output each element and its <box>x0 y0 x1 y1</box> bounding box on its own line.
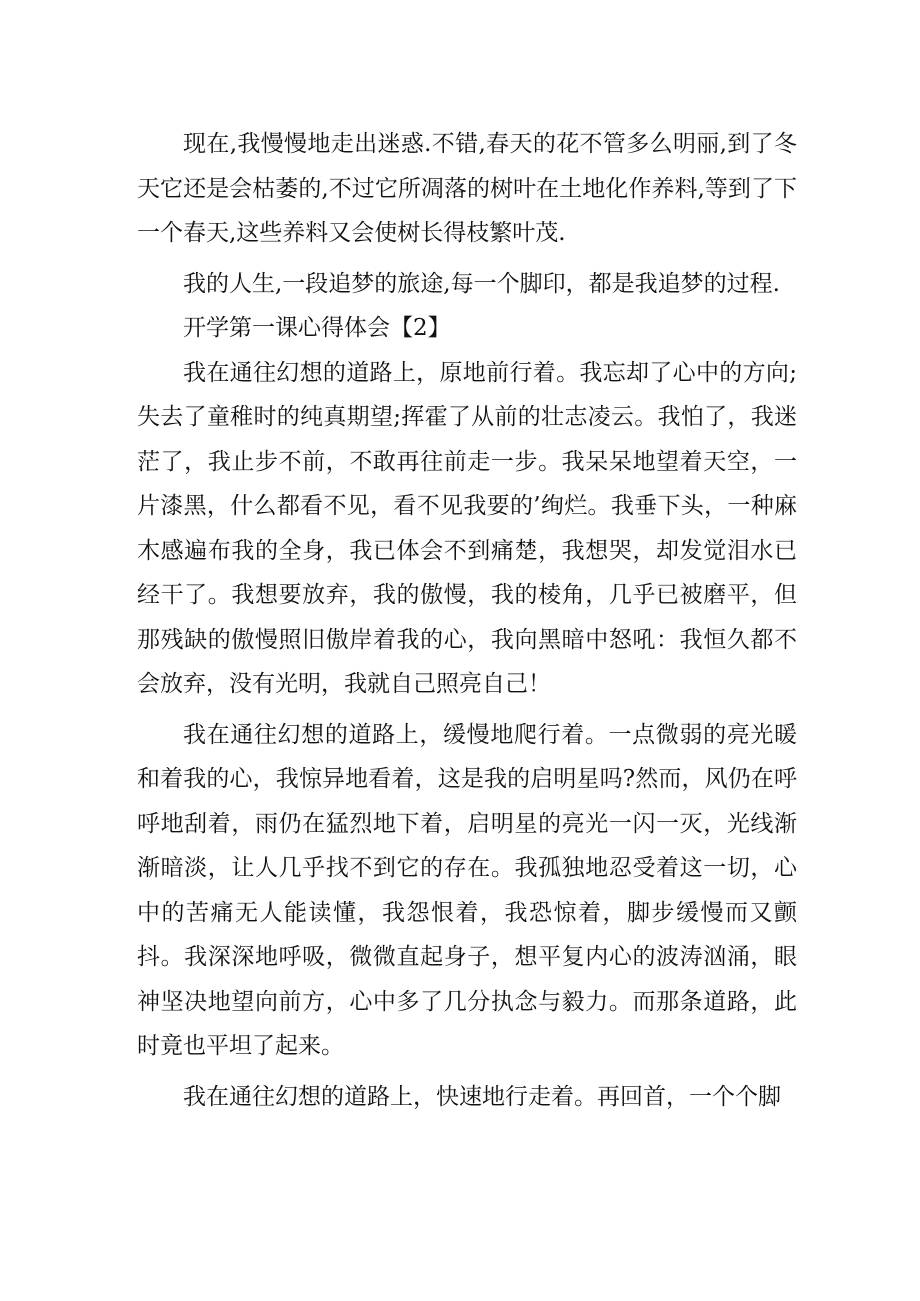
paragraph-dream-journey: 我的人生,一段追梦的旅途,每一个脚印，都是我追梦的过程. <box>183 270 780 297</box>
paragraph-spring-flowers: 现在,我慢慢地走出迷惑.不错,春天的花不管多么明丽,到了冬天它还是会枯萎的,不过它所凋落的树叶在土地化作养料,等到了下一个春天,这些养料又会使树长得枝繁叶茂. <box>137 131 797 246</box>
paragraph-standing-still: 我在通往幻想的道路上，原地前行着。我忘却了心中的方向;失去了童稚时的纯真期望;挥霍了从前的壮志凌云。我怕了，我迷茫了，我止步不前，不敢再往前走一步。我呆呆地望着天空，一片漆黑，什么都看不见，看不见我要的’绚烂。我垂下头，一种麻木感遍布我的全身，我已体会不到痛楚，我想哭，却发觉泪水已经干了。我想要放弃，我的傲慢，我的棱角，几乎已被磨平，但那残缺的傲慢照旧傲岸着我的心，我向黑暗中怒吼：我恒久都不会放弃，没有光明，我就自己照亮自己！ <box>137 359 797 697</box>
section-heading: 开学第一课心得体会【2】 <box>183 315 451 341</box>
paragraph-crawling: 我在通往幻想的道路上，缓慢地爬行着。一点微弱的亮光暖和着我的心，我惊异地看着，这是我的启明星吗?然而，风仍在呼呼地刮着，雨仍在猛烈地下着，启明星的亮光一闪一灭，光线渐渐暗淡，让人几乎找不到它的存在。我孤独地忍受着这一切，心中的苦痛无人能读懂，我怨恨着，我恐惊着，脚步缓慢而又颤抖。我深深地呼吸，微微直起身子，想平复内心的波涛汹涌，眼神坚决地望向前方，心中多了几分执念与毅力。而那条道路，此时竟也平坦了起来。 <box>137 721 797 1059</box>
paragraph-walking-fast: 我在通往幻想的道路上，快速地行走着。再回首，一个个脚 <box>183 1083 781 1110</box>
document-body <box>137 122 797 1119</box>
